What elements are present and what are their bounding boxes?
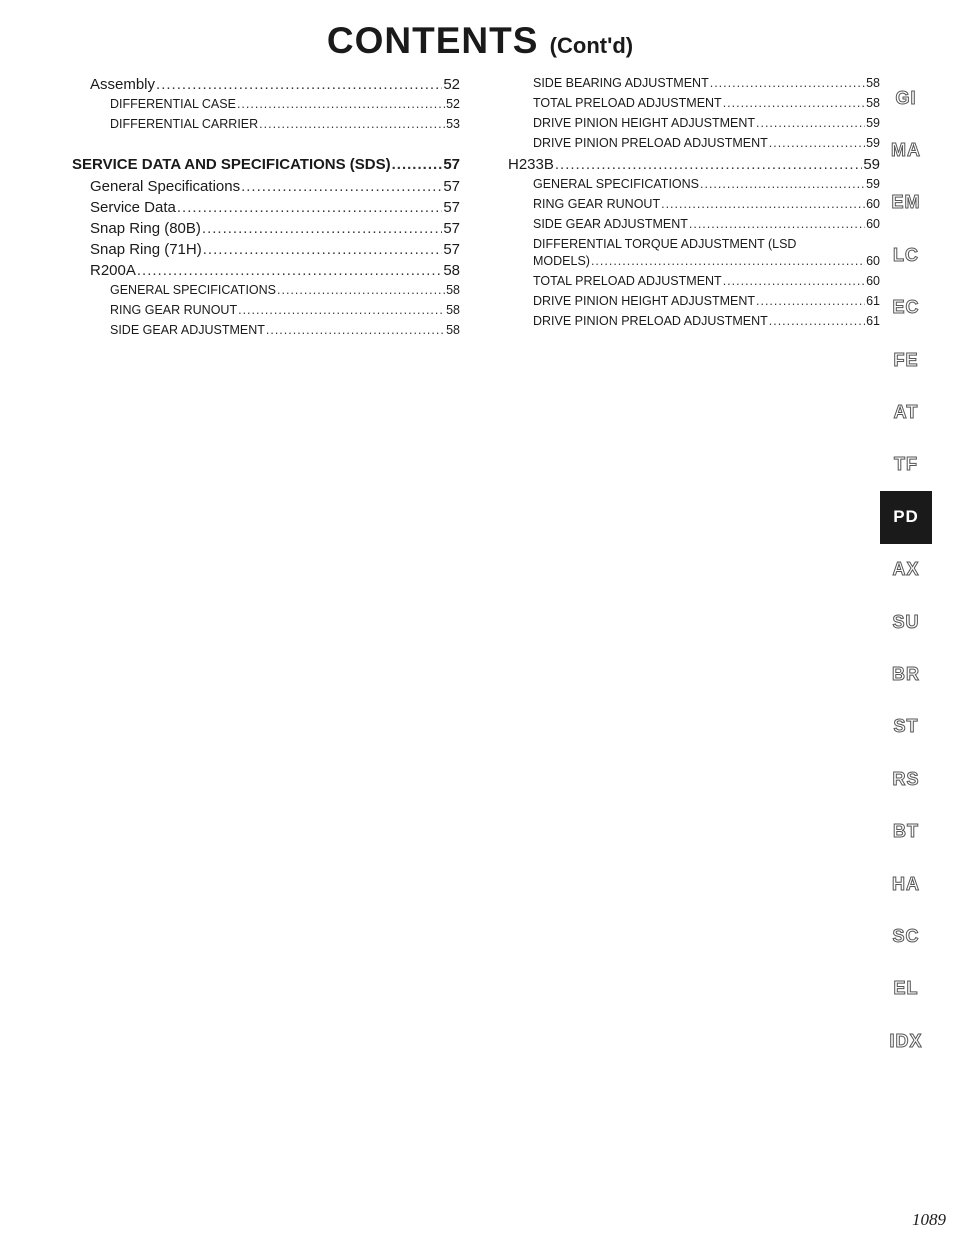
toc-left-column xyxy=(72,76,460,343)
section-tab-sc[interactable]: SC xyxy=(892,925,920,946)
dot-leader xyxy=(723,96,865,110)
section-tab-ma[interactable]: MA xyxy=(891,140,921,161)
toc-entry-page: 60 xyxy=(866,217,880,231)
toc-entry-title: TOTAL PRELOAD ADJUSTMENT xyxy=(533,274,722,288)
dot-leader xyxy=(700,177,865,191)
dot-leader xyxy=(177,199,442,216)
toc-entry-title: SIDE GEAR ADJUSTMENT xyxy=(110,323,265,337)
toc-entry[interactable] xyxy=(505,197,880,217)
section-tab-lc[interactable]: LC xyxy=(893,244,919,265)
page-title xyxy=(0,20,960,62)
toc-entry-title: RING GEAR RUNOUT xyxy=(110,303,238,317)
dot-leader xyxy=(661,197,865,211)
toc-entry-title: DRIVE PINION PRELOAD ADJUSTMENT xyxy=(533,136,768,150)
dot-leader xyxy=(756,116,865,130)
toc-entry-title: SERVICE DATA AND SPECIFICATIONS (SDS) xyxy=(72,156,391,173)
toc-entry[interactable] xyxy=(72,283,460,303)
section-tab-tf[interactable]: TF xyxy=(894,454,918,475)
toc-entry-title: Snap Ring (80B) xyxy=(90,220,201,237)
toc-entry-page: 59 xyxy=(866,116,880,130)
dot-leader xyxy=(156,76,442,93)
toc-entry[interactable] xyxy=(72,220,460,241)
toc-entry-page: 57 xyxy=(443,156,460,173)
dot-leader xyxy=(769,136,865,150)
section-tab-el[interactable]: EL xyxy=(893,978,919,999)
toc-entry[interactable] xyxy=(505,217,880,237)
dot-leader xyxy=(591,254,865,268)
toc-entry[interactable] xyxy=(505,76,880,96)
toc-entry[interactable] xyxy=(505,294,880,314)
toc-entry-page: 57 xyxy=(443,220,460,237)
toc-entry[interactable] xyxy=(505,96,880,116)
toc-entry-page: 60 xyxy=(866,197,880,211)
section-tab-su[interactable]: SU xyxy=(892,611,920,632)
toc-entry-page: 61 xyxy=(866,294,880,308)
toc-entry[interactable] xyxy=(505,274,880,294)
toc-entry[interactable] xyxy=(505,136,880,156)
toc-entry-title: GENERAL SPECIFICATIONS xyxy=(533,177,700,191)
section-tab-bt[interactable]: BT xyxy=(893,821,919,842)
toc-entry[interactable] xyxy=(72,156,460,178)
dot-leader xyxy=(137,262,442,279)
toc-entry-title-line1[interactable]: DIFFERENTIAL TORQUE ADJUSTMENT (LSD xyxy=(533,237,797,251)
toc-entry-page: 57 xyxy=(443,199,460,216)
toc-entry-page: 60 xyxy=(866,254,880,268)
dot-leader xyxy=(723,274,865,288)
toc-entry-page: 59 xyxy=(866,136,880,150)
section-tabs xyxy=(880,72,932,1067)
dot-leader xyxy=(238,303,445,317)
toc-entry-title: Snap Ring (71H) xyxy=(90,241,202,258)
page-number: 1089 xyxy=(912,1210,946,1229)
toc-entry-title: GENERAL SPECIFICATIONS xyxy=(110,283,277,297)
section-tab-ax[interactable]: AX xyxy=(892,559,920,580)
toc-entry-page: 60 xyxy=(866,274,880,288)
section-tab-pd[interactable]: PD xyxy=(880,491,932,543)
section-tab-idx[interactable]: IDX xyxy=(889,1030,923,1051)
toc-entry[interactable] xyxy=(72,117,460,137)
dot-leader xyxy=(277,283,445,297)
toc-entry[interactable] xyxy=(72,303,460,323)
toc-entry-title: Service Data xyxy=(90,199,176,216)
toc-entry-title: Assembly xyxy=(90,76,156,93)
toc-entry-page: 57 xyxy=(443,178,460,195)
toc-entry[interactable] xyxy=(72,323,460,343)
toc-entry-page: 58 xyxy=(446,323,460,337)
toc-entry-title: DRIVE PINION PRELOAD ADJUSTMENT xyxy=(533,314,768,328)
toc-entry-page: 58 xyxy=(446,283,460,297)
toc-entry[interactable] xyxy=(72,199,460,220)
toc-entry-page: 57 xyxy=(443,241,460,258)
toc-entry-title: H233B xyxy=(508,156,554,173)
toc-entry-title: RING GEAR RUNOUT xyxy=(533,197,661,211)
dot-leader xyxy=(202,220,442,237)
toc-entry-page: 58 xyxy=(446,303,460,317)
toc-entry-title: DIFFERENTIAL CARRIER xyxy=(110,117,259,131)
toc-entry[interactable] xyxy=(72,76,460,97)
toc-entry-page: 53 xyxy=(446,117,460,131)
dot-leader xyxy=(392,156,443,173)
toc-entry-title: SIDE BEARING ADJUSTMENT xyxy=(533,76,709,90)
toc-right-column xyxy=(505,76,880,334)
toc-entry-page: 58 xyxy=(866,76,880,90)
title-main: CONTENTS xyxy=(326,20,539,61)
toc-entry[interactable] xyxy=(72,262,460,283)
toc-entry-title: R200A xyxy=(90,262,136,279)
toc-entry-page: 52 xyxy=(446,97,460,111)
toc-entry-title: General Specifications xyxy=(90,178,241,195)
section-tab-br[interactable]: BR xyxy=(892,663,920,684)
toc-entry[interactable] xyxy=(72,241,460,262)
toc-entry[interactable] xyxy=(505,116,880,136)
dot-leader xyxy=(769,314,865,328)
toc-entry-title: MODELS) xyxy=(533,254,590,268)
section-tab-rs[interactable]: RS xyxy=(892,768,920,789)
toc-entry-page: 58 xyxy=(443,262,460,279)
toc-entry-page: 58 xyxy=(866,96,880,110)
toc-entry-title: DIFFERENTIAL CASE xyxy=(110,97,236,111)
toc-entry[interactable] xyxy=(505,156,880,177)
toc-entry-page: 59 xyxy=(866,177,880,191)
dot-leader xyxy=(555,156,862,173)
title-sub: (Cont'd) xyxy=(549,33,634,58)
toc-entry-title: DRIVE PINION HEIGHT ADJUSTMENT xyxy=(533,116,756,130)
section-tab-fe[interactable]: FE xyxy=(893,349,919,370)
dot-leader xyxy=(710,76,865,90)
dot-leader xyxy=(266,323,445,337)
toc-entry-title: DRIVE PINION HEIGHT ADJUSTMENT xyxy=(533,294,756,308)
toc-entry-page: 61 xyxy=(866,314,880,328)
section-tab-gi[interactable]: GI xyxy=(895,87,917,108)
toc-entry[interactable] xyxy=(72,97,460,117)
dot-leader xyxy=(241,178,442,195)
toc-entry-title: TOTAL PRELOAD ADJUSTMENT xyxy=(533,96,722,110)
dot-leader xyxy=(259,117,445,131)
toc-entry[interactable] xyxy=(72,178,460,199)
section-tab-ec[interactable]: EC xyxy=(892,297,920,318)
dot-leader xyxy=(689,217,865,231)
section-tab-ha[interactable]: HA xyxy=(892,873,920,894)
toc-entry[interactable] xyxy=(505,314,880,334)
section-tab-em[interactable]: EM xyxy=(891,192,921,213)
dot-leader xyxy=(237,97,445,111)
toc-entry-page: 59 xyxy=(863,156,880,173)
toc-entry[interactable] xyxy=(505,254,880,274)
toc-entry-title: SIDE GEAR ADJUSTMENT xyxy=(533,217,688,231)
dot-leader xyxy=(203,241,443,258)
toc-entry[interactable] xyxy=(505,177,880,197)
section-tab-st[interactable]: ST xyxy=(893,716,919,737)
toc-entry-page: 52 xyxy=(443,76,460,93)
section-tab-at[interactable]: AT xyxy=(893,402,919,423)
dot-leader xyxy=(756,294,865,308)
